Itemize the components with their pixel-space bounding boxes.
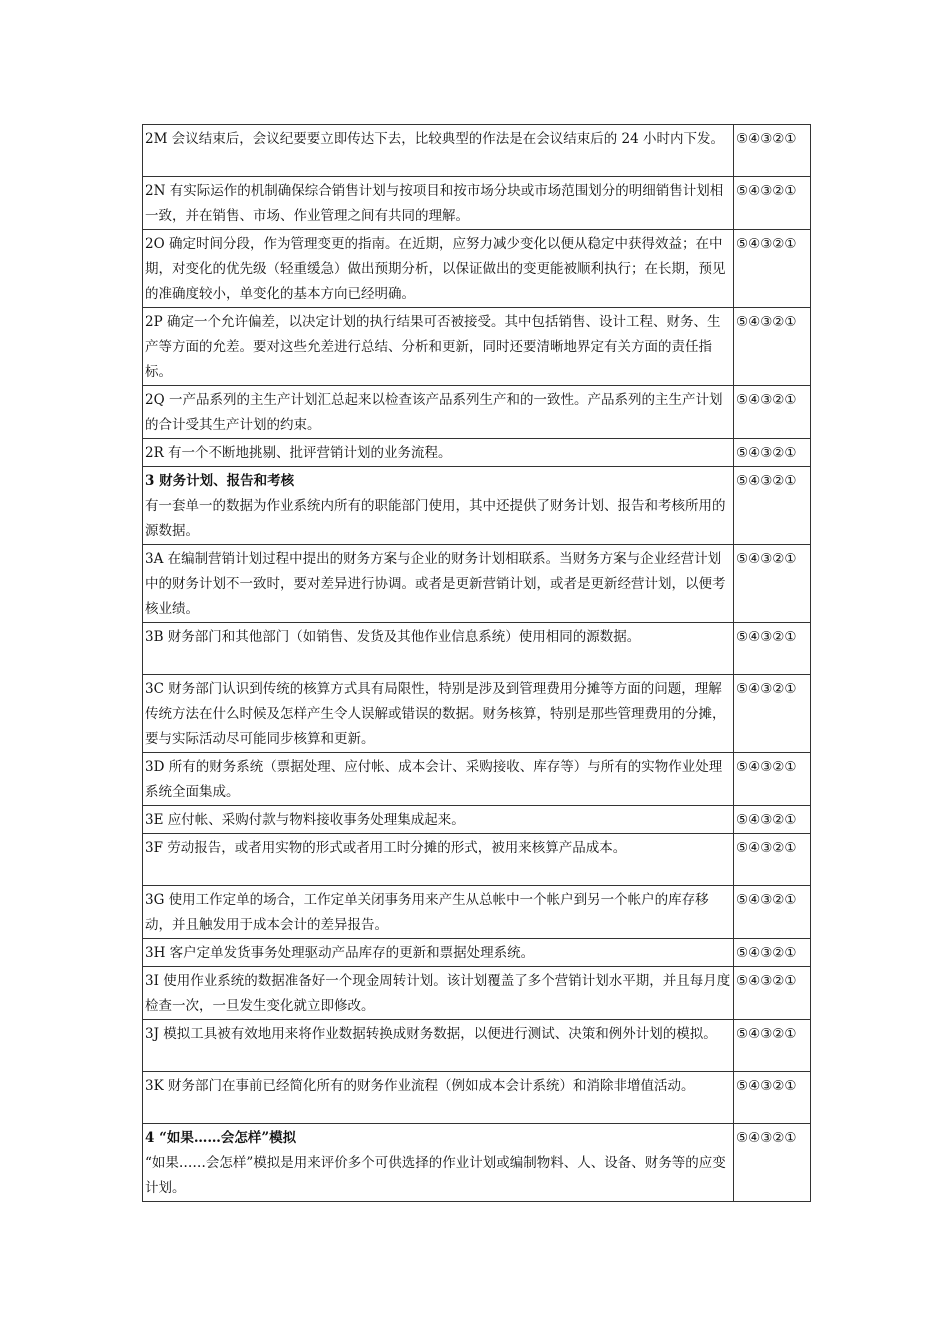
assessment-table [142,124,811,1202]
row-text [143,230,734,308]
score-scale: ⑤④③②① [734,834,811,886]
score-scale: ⑤④③②① [734,308,811,386]
table-row [143,806,811,834]
item-text: 3C 财务部门认识到传统的核算方式具有局限性，特别是涉及到管理费用分摊等方面的问题，理解传统方法在什么时候及怎样产生令人误解或错误的数据。财务核算，特别是那些管理费用的分摊，要与实际活动尽可能同步核算和更新。 [145,681,726,747]
score-scale: ⑤④③②① [734,967,811,1020]
item-text: 2O 确定时间分段，作为管理变更的指南。在近期，应努力减少变化以便从稳定中获得效益；在中期，对变化的优先级（轻重缓急）做出预期分析，以保证做出的变更能被顺利执行；在长期，预见的准确度较小，单变化的基本方向已经明确。 [145,236,726,302]
row-text [143,308,734,386]
section-text: 有一套单一的数据为作业系统内所有的职能部门使用，其中还提供了财务计划、报告和考核所用的源数据。 [145,498,726,539]
score-scale: ⑤④③②① [734,1072,811,1124]
row-text [143,1020,734,1072]
table-row [143,230,811,308]
row-text [143,939,734,967]
score-scale: ⑤④③②① [734,545,811,623]
item-text: 2N 有实际运作的机制确保综合销售计划与按项目和按市场分块或市场范围划分的明细销售计划相一致，并在销售、市场、作业管理之间有共同的理解。 [145,183,724,224]
score-scale: ⑤④③②① [734,439,811,467]
item-text: 3I 使用作业系统的数据准备好一个现金周转计划。该计划覆盖了多个营销计划水平期，并且每月度检查一次，一旦发生变化就立即修改。 [145,973,731,1014]
table-row [143,125,811,177]
table-row [143,623,811,675]
score-scale: ⑤④③②① [734,623,811,675]
table-row [143,939,811,967]
table-row [143,886,811,939]
score-scale: ⑤④③②① [734,467,811,545]
row-text [143,177,734,230]
score-scale: ⑤④③②① [734,125,811,177]
score-scale: ⑤④③②① [734,753,811,806]
section-text: “如果……会怎样”模拟是用来评价多个可供选择的作业计划或编制物料、人、设备、财务等的应变计划。 [145,1155,726,1196]
table-row [143,308,811,386]
table-row [143,439,811,467]
score-scale: ⑤④③②① [734,939,811,967]
row-text [143,439,734,467]
table-row [143,1020,811,1072]
row-text [143,467,734,545]
score-scale: ⑤④③②① [734,230,811,308]
item-text: 2M 会议结束后，会议纪要要立即传达下去，比较典型的作法是在会议结束后的 24 小时内下发。 [145,131,724,147]
row-text [143,1124,734,1202]
item-text: 3B 财务部门和其他部门（如销售、发货及其他作业信息系统）使用相同的源数据。 [145,629,641,645]
item-text: 2R 有一个不断地挑剔、批评营销计划的业务流程。 [145,445,452,461]
section-heading: 4 “如果……会怎样”模拟 [145,1130,297,1146]
table-row [143,675,811,753]
table-row [143,834,811,886]
row-text [143,834,734,886]
section-heading: 3 财务计划、报告和考核 [145,473,295,489]
table-row [143,1124,811,1202]
score-scale: ⑤④③②① [734,1124,811,1202]
score-scale: ⑤④③②① [734,806,811,834]
item-text: 3F 劳动报告，或者用实物的形式或者用工时分摊的形式，被用来核算产品成本。 [145,840,627,856]
row-text [143,675,734,753]
table-row [143,967,811,1020]
row-text [143,1072,734,1124]
table-row [143,177,811,230]
table-row [143,753,811,806]
table-row [143,545,811,623]
row-text [143,886,734,939]
item-text: 2P 确定一个允许偏差，以决定计划的执行结果可否被接受。其中包括销售、设计工程、财务、生产等方面的允差。要对这些允差进行总结、分析和更新，同时还要清晰地界定有关方面的责任指标。 [145,314,721,380]
item-text: 3G 使用工作定单的场合，工作定单关闭事务用来产生从总帐中一个帐户到另一个帐户的库存移动，并且触发用于成本会计的差异报告。 [145,892,709,933]
assessment-rows [143,125,811,1202]
row-text [143,623,734,675]
item-text: 3E 应付帐、采购付款与物料接收事务处理集成起来。 [145,812,465,828]
score-scale: ⑤④③②① [734,886,811,939]
table-row [143,386,811,439]
row-text [143,806,734,834]
item-text: 3D 所有的财务系统（票据处理、应付帐、成本会计、采购接收、库存等）与所有的实物作业处理系统全面集成。 [145,759,723,800]
row-text [143,967,734,1020]
row-text [143,125,734,177]
score-scale: ⑤④③②① [734,386,811,439]
score-scale: ⑤④③②① [734,177,811,230]
row-text [143,545,734,623]
score-scale: ⑤④③②① [734,1020,811,1072]
row-text [143,386,734,439]
row-text [143,753,734,806]
item-text: 3K 财务部门在事前已经简化所有的财务作业流程（例如成本会计系统）和消除非增值活动。 [145,1078,695,1094]
table-row [143,467,811,545]
item-text: 3A 在编制营销计划过程中提出的财务方案与企业的财务计划相联系。当财务方案与企业经营计划中的财务计划不一致时，要对差异进行协调。或者是更新营销计划，或者是更新经营计划，以便考核业绩。 [145,551,726,617]
score-scale: ⑤④③②① [734,675,811,753]
item-text: 2Q 一产品系列的主生产计划汇总起来以检查该产品系列生产和的一致性。产品系列的主生产计划的合计受其生产计划的约束。 [145,392,723,433]
item-text: 3J 模拟工具被有效地用来将作业数据转换成财务数据，以便进行测试、决策和例外计划的模拟。 [145,1026,717,1042]
item-text: 3H 客户定单发货事务处理驱动产品库存的更新和票据处理系统。 [145,945,535,961]
table-row [143,1072,811,1124]
